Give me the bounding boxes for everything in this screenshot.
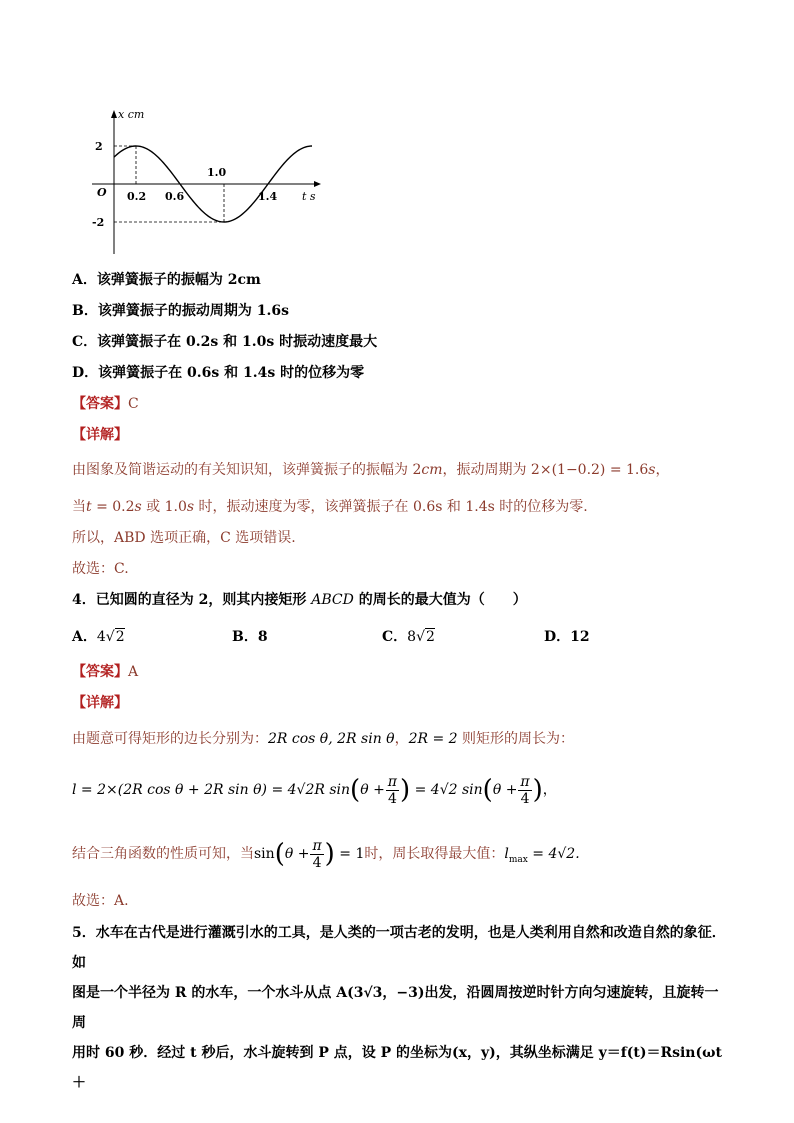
x-axis-arrow xyxy=(314,181,321,187)
q3-detail-line-2: 当t = 0.2s 或 1.0s 时，振动速度为零，该弹簧振子在 0.6s 和 1.4s 时的位移为零. xyxy=(72,499,588,515)
q4-answer xyxy=(72,662,138,682)
y-tick-2: 2 xyxy=(95,140,103,153)
q3-detail-line-3: 所以，ABD 选项正确，C 选项错误. xyxy=(72,530,296,546)
q4-formula: l = 2×(2R cos θ + 2R sin θ) = 4√2R sin(θ + $\frac{\pi}{4}$ ) = 4√2 sin(θ + $\frac{\pi}{4}$ )， xyxy=(72,773,557,807)
answer-tag: 【答案】 xyxy=(72,396,128,412)
origin-label: O xyxy=(97,186,107,199)
answer-tag: 【答案】 xyxy=(72,664,128,680)
x-axis-label: t s xyxy=(302,190,316,203)
answer-value: C xyxy=(128,396,139,412)
q3-detail-tag: 【详解】 xyxy=(72,427,128,443)
q5-line-3: 用时 60 秒．经过 t 秒后，水斗旋转到 P 点，设 P 的坐标为(x，y)，其纵坐标满足 y＝f(t)＝Rsin(ωt＋ xyxy=(72,1045,722,1091)
x-tick-0.2: 0.2 xyxy=(127,190,147,203)
x-tick-1.4: 1.4 xyxy=(258,190,278,203)
q5-stem xyxy=(72,918,732,1098)
q4-detail-tag: 【详解】 xyxy=(72,695,128,711)
answer-value: A xyxy=(128,664,139,680)
q3-option-a: A．该弹簧振子的振幅为 2cm xyxy=(72,272,261,288)
q3-option-d: D．该弹簧振子在 0.6s 和 1.4s 时的位移为零 xyxy=(72,365,365,381)
q3-conclusion: 故选：C. xyxy=(72,561,129,577)
q4-option-a: A．4√2 xyxy=(72,629,125,645)
q4-stem: 4．已知圆的直径为 2，则其内接矩形 ABCD 的周长的最大值为（ ） xyxy=(72,592,527,608)
y-tick-neg2: -2 xyxy=(92,216,105,229)
y-axis-arrow xyxy=(111,110,117,118)
q3-answer xyxy=(72,394,139,414)
q4-option-b: B．8 xyxy=(232,629,268,645)
q4-detail-line-3: 结合三角函数的性质可知，当sin(θ + $\frac{\pi}{4}$ ) = 1时，周长取得最大值：$l_{max} = 4√2$. xyxy=(72,837,580,871)
graph-axes xyxy=(92,110,321,254)
q4-option-d: D．12 xyxy=(544,629,590,645)
q5-line-1: 5．水车在古代是进行灌溉引水的工具，是人类的一项古老的发明，也是人类利用自然和改造自然的象征．如 xyxy=(72,925,726,971)
oscillation-graph xyxy=(92,104,322,259)
q3-option-b: B．该弹簧振子的振动周期为 1.6s xyxy=(72,303,289,319)
q3-option-c: C．该弹簧振子在 0.2s 和 1.0s 时振动速度最大 xyxy=(72,334,378,350)
x-tick-0.6: 0.6 xyxy=(165,190,185,203)
q4-conclusion: 故选：A. xyxy=(72,893,129,909)
q4-detail-line-1: 由题意可得矩形的边长分别为：2R cos θ, 2R sin θ，2R = 2 则矩形的周长为： xyxy=(72,731,575,747)
q4-option-c: C．8√2 xyxy=(382,629,435,645)
q5-line-2: 图是一个半径为 R 的水车，一个水斗从点 A(3√3，−3)出发，沿圆周按逆时针方向匀速旋转，且旋转一周 xyxy=(72,985,719,1031)
x-tick-1.0: 1.0 xyxy=(207,166,227,179)
y-axis-label: x cm xyxy=(118,108,145,121)
q3-detail-line-1: 由图象及简谐运动的有关知识知，该弹簧振子的振幅为 2cm，振动周期为 2×(1−0.2) = 1.6s， xyxy=(72,462,670,478)
